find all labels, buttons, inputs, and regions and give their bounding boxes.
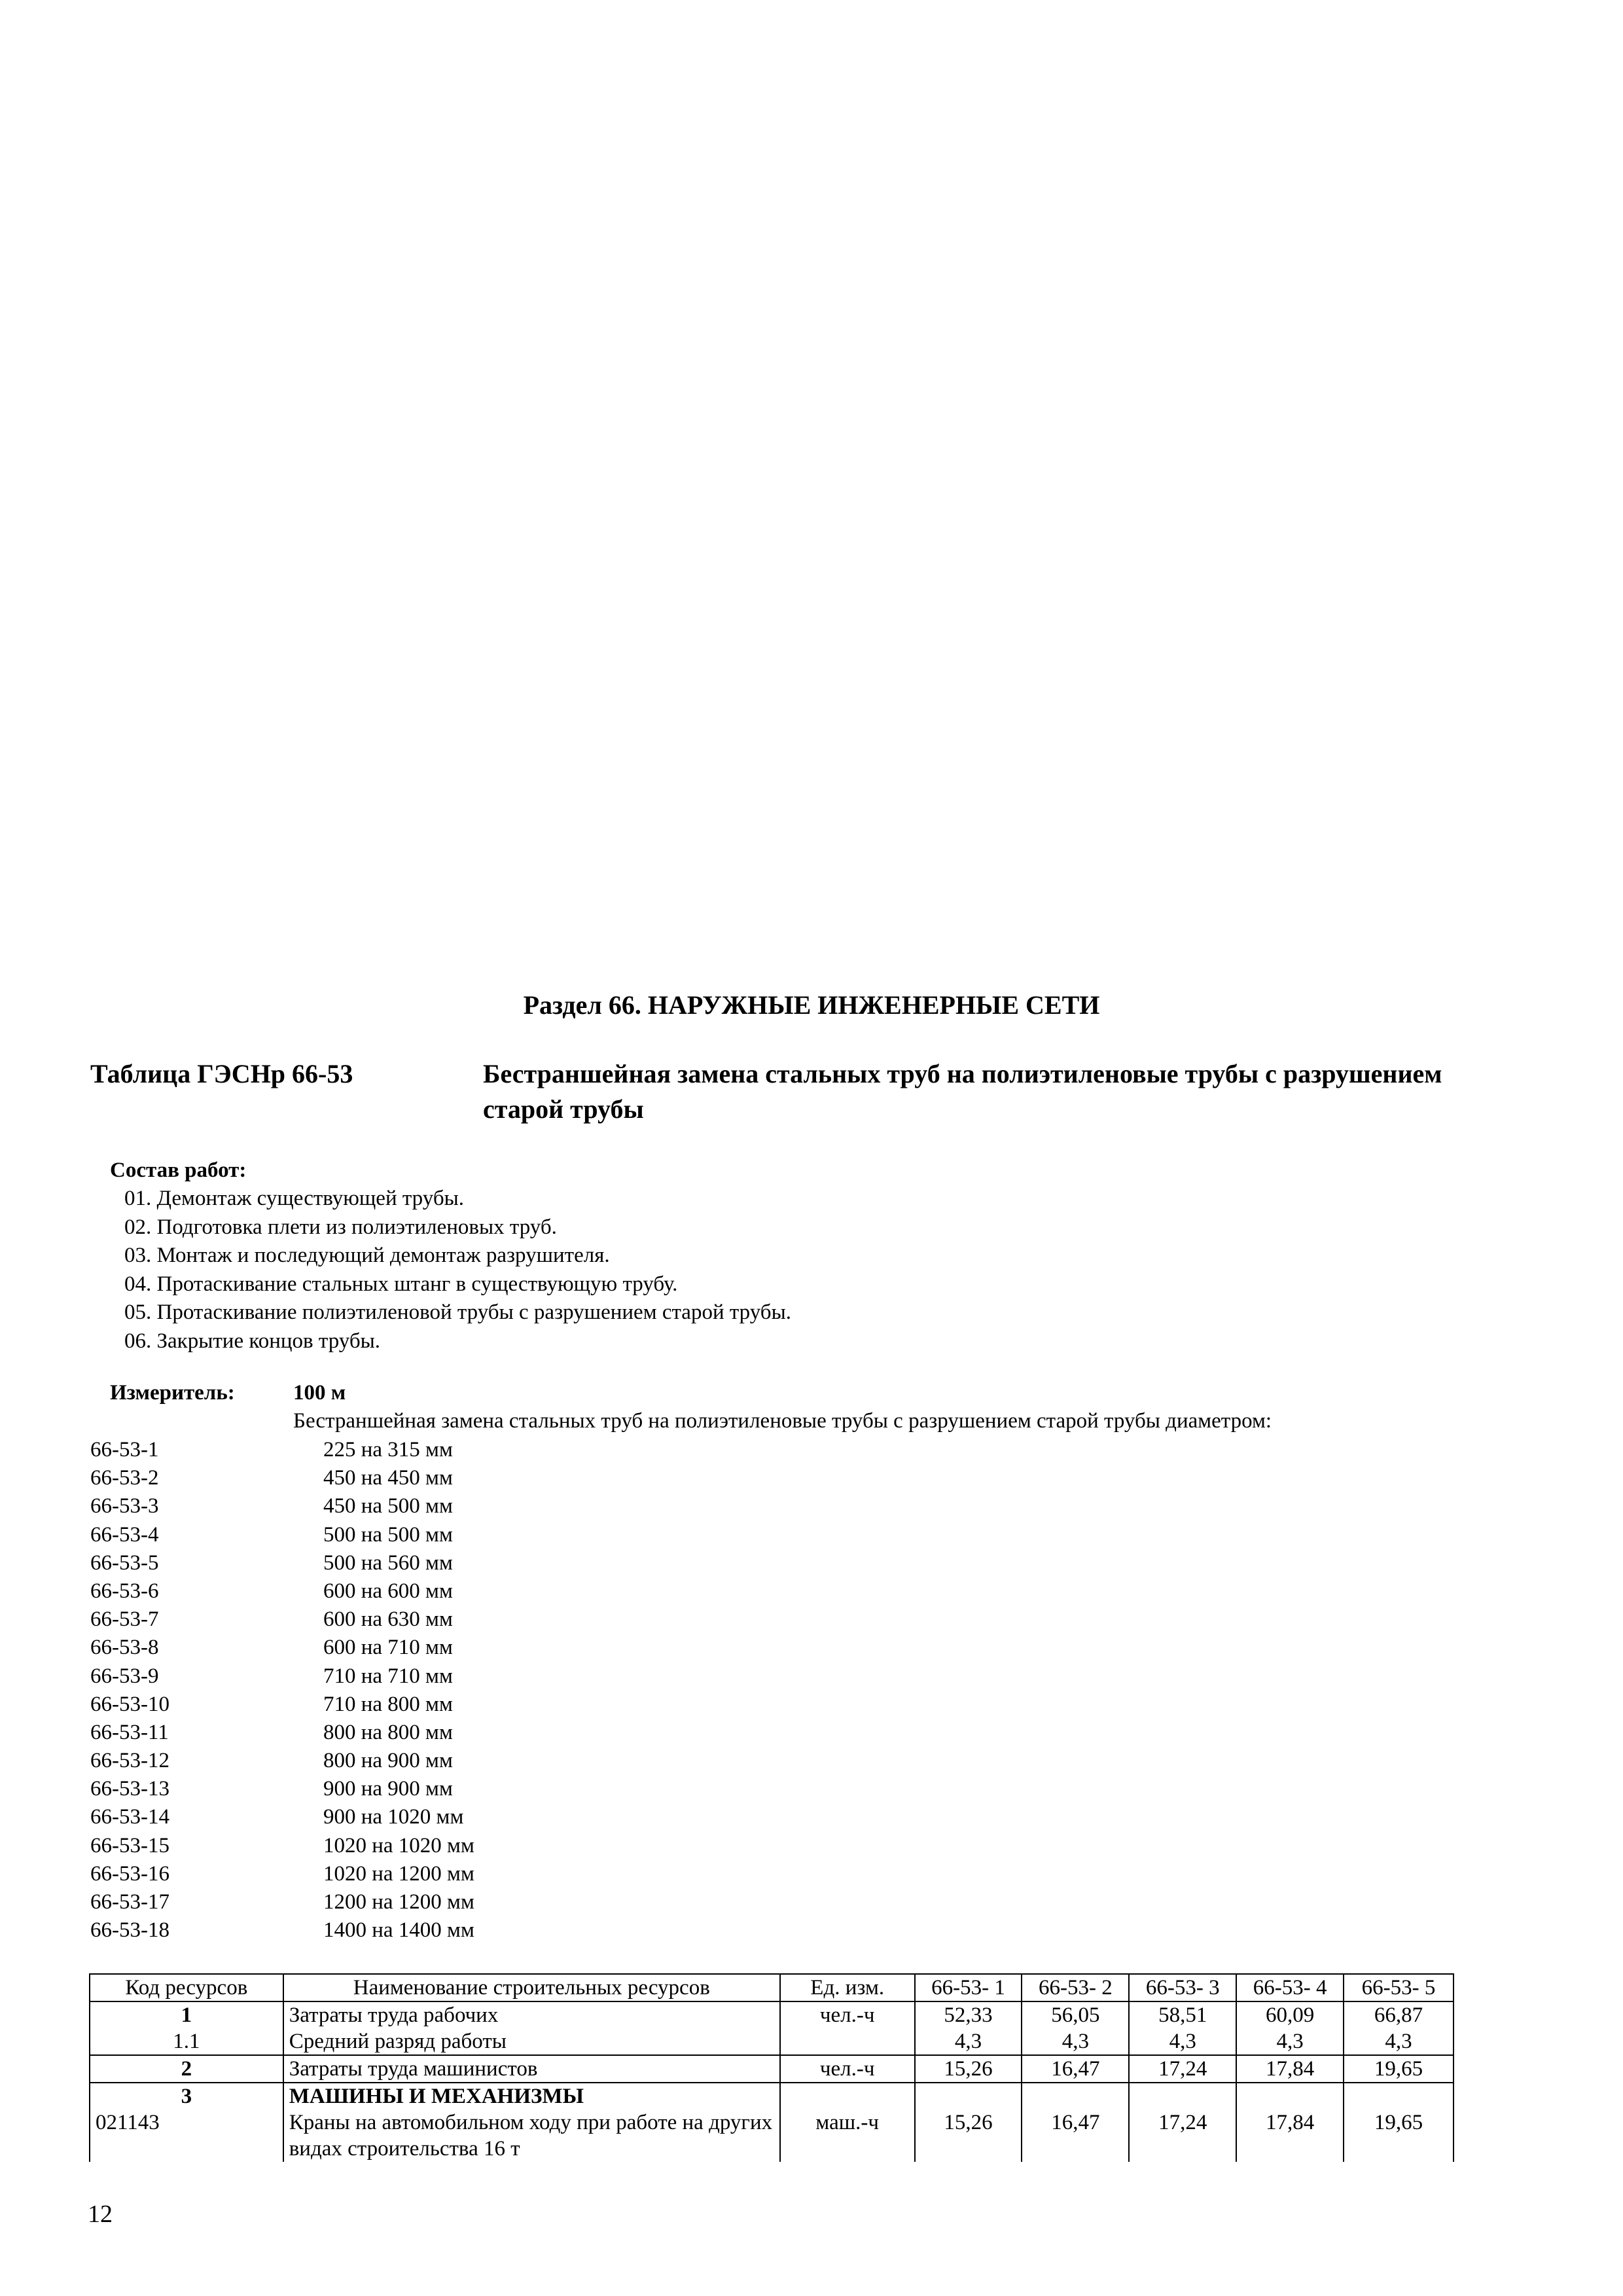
norm-code: 66-53-1: [90, 1438, 159, 1462]
pipe-dimensions: 1400 на 1400 мм: [323, 1918, 474, 1943]
section-title: Раздел 66. НАРУЖНЫЕ ИНЖЕНЕРНЫЕ СЕТИ: [523, 990, 1100, 1020]
norm-code: 66-53-11: [90, 1720, 169, 1744]
resource-value: 19,65: [1344, 2083, 1454, 2162]
code-row: [90, 1860, 876, 1888]
works-item: 02. Подготовка плети из полиэтиленовых труб.: [124, 1215, 557, 1239]
resource-value: 66,87 4,3: [1344, 2001, 1454, 2055]
norm-code: 66-53-2: [90, 1466, 159, 1490]
table-header-row: [90, 1974, 1454, 2001]
code-row: [90, 1916, 876, 1945]
norm-code: 66-53-3: [90, 1494, 159, 1518]
column-header: 66-53- 1: [915, 1974, 1022, 2001]
resource-code: 3 021143: [90, 2083, 283, 2162]
pipe-dimensions: 600 на 710 мм: [323, 1636, 453, 1660]
meter-label: Измеритель:: [110, 1381, 235, 1405]
works-heading: Состав работ:: [110, 1158, 247, 1182]
resource-code: 1 1.1: [90, 2001, 283, 2055]
code-row: [90, 1832, 876, 1860]
resource-value: 15,26: [915, 2055, 1022, 2083]
column-header: Код ресурсов: [90, 1974, 283, 2001]
works-list: [124, 1185, 791, 1356]
code-row: [90, 1775, 876, 1803]
code-row: [90, 1888, 876, 1916]
meter-value: 100 м: [293, 1381, 346, 1405]
norm-code: 66-53-15: [90, 1833, 169, 1857]
pipe-dimensions: 710 на 800 мм: [323, 1692, 453, 1716]
code-row: [90, 1634, 876, 1662]
code-row: [90, 1747, 876, 1775]
pipe-dimensions: 900 на 900 мм: [323, 1777, 453, 1801]
norm-code: 66-53-7: [90, 1607, 159, 1632]
table-caption: Бестраншейная замена стальных труб на полиэтиленовые трубы с разрушением старой трубы: [483, 1059, 1442, 1124]
pipe-dimensions: 800 на 900 мм: [323, 1749, 453, 1773]
table-label: Таблица ГЭСНр 66-53: [90, 1059, 353, 1088]
code-row: [90, 1521, 876, 1549]
code-row: [90, 1691, 876, 1719]
pipe-dimensions: 600 на 600 мм: [323, 1579, 453, 1603]
resource-value: 16,47: [1022, 2055, 1129, 2083]
code-row: [90, 1436, 876, 1464]
norm-code: 66-53-8: [90, 1636, 159, 1660]
resource-name: МАШИНЫ И МЕХАНИЗМЫ Краны на автомобильном ходу при работе на других видах строительства 16 т: [283, 2083, 780, 2162]
norm-code: 66-53-17: [90, 1890, 169, 1914]
resource-value: 15,26: [915, 2083, 1022, 2162]
resource-name: Затраты труда машинистов: [283, 2055, 780, 2083]
works-item: 01. Демонтаж существующей трубы.: [124, 1187, 465, 1210]
column-header: 66-53- 3: [1129, 1974, 1236, 2001]
works-item: 05. Протаскивание полиэтиленовой трубы с разрушением старой трубы.: [124, 1300, 792, 1325]
column-header: 66-53- 2: [1022, 1974, 1129, 2001]
column-header: 66-53- 5: [1344, 1974, 1454, 2001]
norm-code: 66-53-4: [90, 1522, 159, 1547]
code-row: [90, 1803, 876, 1831]
page-number: 12: [88, 2200, 113, 2228]
resource-value: 58,51 4,3: [1129, 2001, 1236, 2055]
resource-value: 19,65: [1344, 2055, 1454, 2083]
resource-value: 17,84: [1236, 2083, 1344, 2162]
pipe-dimensions: 1020 на 1200 мм: [323, 1861, 474, 1886]
resource-unit: маш.-ч: [780, 2083, 915, 2162]
pipe-dimensions: 450 на 450 мм: [323, 1466, 453, 1490]
code-row: [90, 1464, 876, 1492]
resource-value: 17,24: [1129, 2055, 1236, 2083]
resource-unit: чел.-ч: [780, 2001, 915, 2055]
code-list: [90, 1436, 876, 1945]
pipe-dimensions: 600 на 630 мм: [323, 1607, 453, 1632]
resource-value: 17,24: [1129, 2083, 1236, 2162]
code-row: [90, 1577, 876, 1605]
table-row: [90, 2055, 1454, 2083]
resource-value: 17,84: [1236, 2055, 1344, 2083]
pipe-dimensions: 500 на 560 мм: [323, 1551, 453, 1575]
pipe-dimensions: 1200 на 1200 мм: [323, 1890, 474, 1914]
column-header: Наименование строительных ресурсов: [283, 1974, 780, 2001]
works-item: 06. Закрытие концов трубы.: [124, 1329, 381, 1353]
code-row: [90, 1605, 876, 1634]
pipe-dimensions: 1020 на 1020 мм: [323, 1833, 474, 1857]
norm-code: 66-53-12: [90, 1749, 169, 1773]
meter-description: Бестраншейная замена стальных труб на полиэтиленовые трубы с разрушением старой трубы диаметром:: [293, 1409, 1272, 1433]
pipe-dimensions: 710 на 710 мм: [323, 1664, 453, 1688]
code-row: [90, 1549, 876, 1577]
resource-value: 16,47: [1022, 2083, 1129, 2162]
norm-code: 66-53-5: [90, 1551, 159, 1575]
table-row: [90, 2083, 1454, 2162]
resource-value: 60,09 4,3: [1236, 2001, 1344, 2055]
norm-code: 66-53-13: [90, 1777, 169, 1801]
column-header: 66-53- 4: [1236, 1974, 1344, 2001]
column-header: Ед. изм.: [780, 1974, 915, 2001]
resource-value: 52,33 4,3: [915, 2001, 1022, 2055]
norm-code: 66-53-9: [90, 1664, 159, 1688]
norm-code: 66-53-10: [90, 1692, 169, 1716]
resource-name: Затраты труда рабочих Средний разряд работы: [283, 2001, 780, 2055]
pipe-dimensions: 225 на 315 мм: [323, 1438, 453, 1462]
table-row: [90, 2001, 1454, 2055]
code-row: [90, 1719, 876, 1747]
resources-table: [89, 1973, 1454, 2162]
norm-code: 66-53-18: [90, 1918, 169, 1943]
norm-code: 66-53-14: [90, 1805, 169, 1829]
works-item: 04. Протаскивание стальных штанг в существующую трубу.: [124, 1272, 678, 1296]
pipe-dimensions: 900 на 1020 мм: [323, 1805, 464, 1829]
resource-code: 2: [90, 2055, 283, 2083]
norm-code: 66-53-6: [90, 1579, 159, 1603]
works-item: 03. Монтаж и последующий демонтаж разрушителя.: [124, 1244, 610, 1268]
code-row: [90, 1492, 876, 1520]
pipe-dimensions: 800 на 800 мм: [323, 1720, 453, 1744]
norm-code: 66-53-16: [90, 1861, 169, 1886]
pipe-dimensions: 450 на 500 мм: [323, 1494, 453, 1518]
resource-unit: чел.-ч: [780, 2055, 915, 2083]
code-row: [90, 1662, 876, 1691]
pipe-dimensions: 500 на 500 мм: [323, 1522, 453, 1547]
resource-value: 56,05 4,3: [1022, 2001, 1129, 2055]
